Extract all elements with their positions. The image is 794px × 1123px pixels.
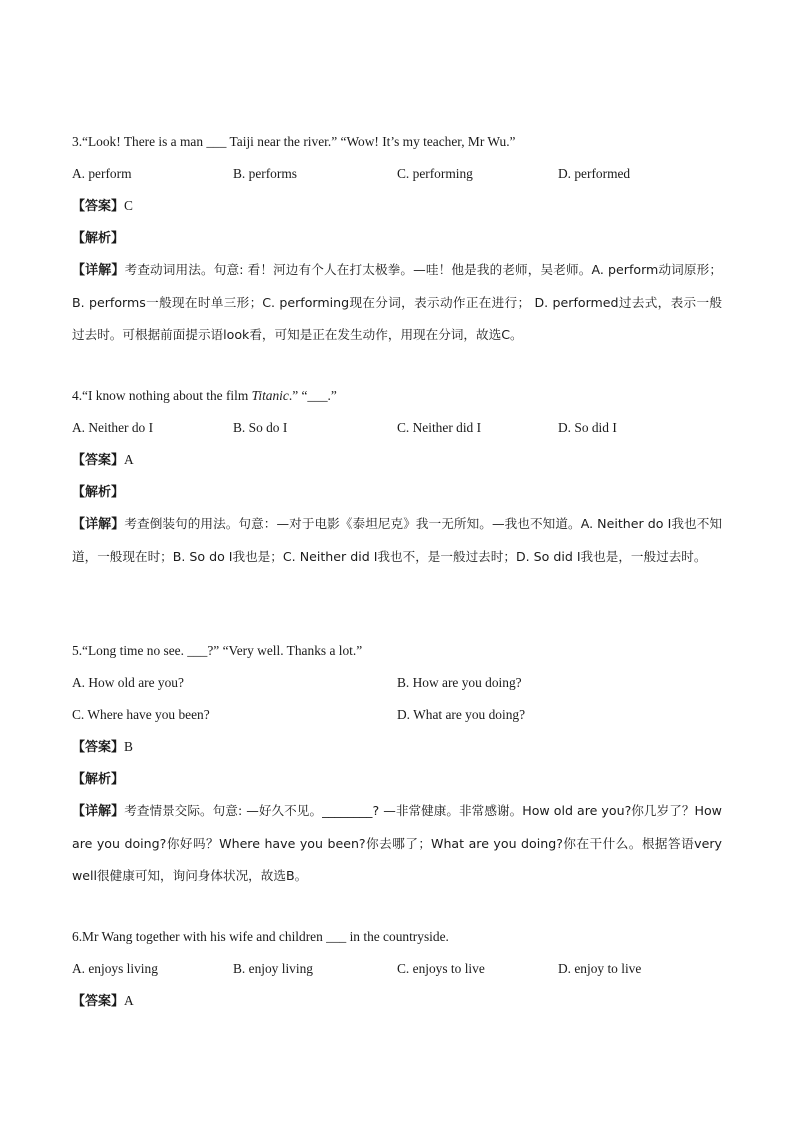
option-d: D. enjoy to live <box>558 961 642 976</box>
detail-paragraph <box>72 254 722 350</box>
answer-value: A <box>124 993 134 1008</box>
detail-paragraph <box>72 508 722 573</box>
answer-label: 【答案】 <box>72 453 125 468</box>
option-b: B. So do I <box>233 420 288 435</box>
detail-text: 考查情景交际。句意: —好久不见。________? —非常健康。非常感谢。How old are you?你几岁了？How are you doing?你好吗？Where have you been?你去哪了；What are you doing?你在干什么。根据答语very well很健康可知，询问身体状况，故选B。 <box>72 803 722 883</box>
analysis-line <box>72 770 722 788</box>
question-stem: 3.“Look! There is a man ___ Taiji near the river.” “Wow! It’s my teacher, Mr Wu.” <box>72 134 516 149</box>
option-d: D. What are you doing? <box>397 707 526 722</box>
option-c: C. Where have you been? <box>72 707 210 722</box>
question-4 <box>72 387 722 573</box>
detail-label: 【详解】 <box>72 263 125 278</box>
analysis-line <box>72 483 722 501</box>
option-c: C. Neither did I <box>397 420 482 435</box>
answer-value: C <box>124 198 133 213</box>
option-d: D. performed <box>558 166 631 181</box>
analysis-label: 【解析】 <box>72 485 125 500</box>
answer-label: 【答案】 <box>72 199 125 214</box>
analysis-line <box>72 229 722 247</box>
question-stem <box>72 387 722 405</box>
option-d: D. So did I <box>558 420 617 435</box>
option-a: A. How old are you? <box>72 675 184 690</box>
options-row-1 <box>72 674 722 692</box>
answer-line <box>72 451 722 469</box>
answer-line <box>72 992 722 1010</box>
question-stem: 6.Mr Wang together with his wife and children ___ in the countryside. <box>72 929 449 944</box>
film-title: Titanic <box>251 388 289 403</box>
answer-line <box>72 197 722 215</box>
detail-label: 【详解】 <box>72 517 125 532</box>
detail-text: 考查动词用法。句意: 看！河边有个人在打太极拳。—哇！他是我的老师，吴老师。A. perform动词原形； B. performs一般现在时单三形；C. performing现在分词，表示动作正在进行； D. performed过去式，表示一般过去时。可根据前面提示语look看，可知是正在发生动作，用现在分词，故选C。 <box>72 262 722 342</box>
answer-value: B <box>124 739 133 754</box>
answer-value: A <box>124 452 134 467</box>
option-a: A. Neither do I <box>72 420 154 435</box>
stem-text-end: .” “___.” <box>288 388 337 403</box>
option-c: C. performing <box>397 166 473 181</box>
option-a: A. enjoys living <box>72 961 158 976</box>
options-row <box>72 165 722 183</box>
options-row-2 <box>72 706 722 724</box>
option-b: B. performs <box>233 166 297 181</box>
detail-text: 考查倒装句的用法。句意：—对于电影《泰坦尼克》我一无所知。—我也不知道。A. Neither do I我也不知道，一般现在时；B. So do I我也是；C. Neither did I我也不，是一般过去时；D. So did I我也是，一般过去时。 <box>72 516 722 564</box>
option-a: A. perform <box>72 166 132 181</box>
options-row <box>72 960 722 978</box>
detail-label: 【详解】 <box>72 804 125 819</box>
question-5 <box>72 642 722 891</box>
question-stem: 5.“Long time no see. ___?” “Very well. Thanks a lot.” <box>72 643 363 658</box>
option-b: B. How are you doing? <box>397 675 522 690</box>
option-b: B. enjoy living <box>233 961 313 976</box>
detail-paragraph <box>72 795 722 891</box>
question-6 <box>72 928 722 1010</box>
analysis-label: 【解析】 <box>72 772 125 787</box>
answer-label: 【答案】 <box>72 740 125 755</box>
stem-text: 4.“I know nothing about the film <box>72 388 252 403</box>
option-c: C. enjoys to live <box>397 961 485 976</box>
options-row <box>72 419 722 437</box>
answer-line <box>72 738 722 756</box>
analysis-label: 【解析】 <box>72 231 125 246</box>
question-3 <box>72 133 722 350</box>
answer-label: 【答案】 <box>72 994 125 1009</box>
